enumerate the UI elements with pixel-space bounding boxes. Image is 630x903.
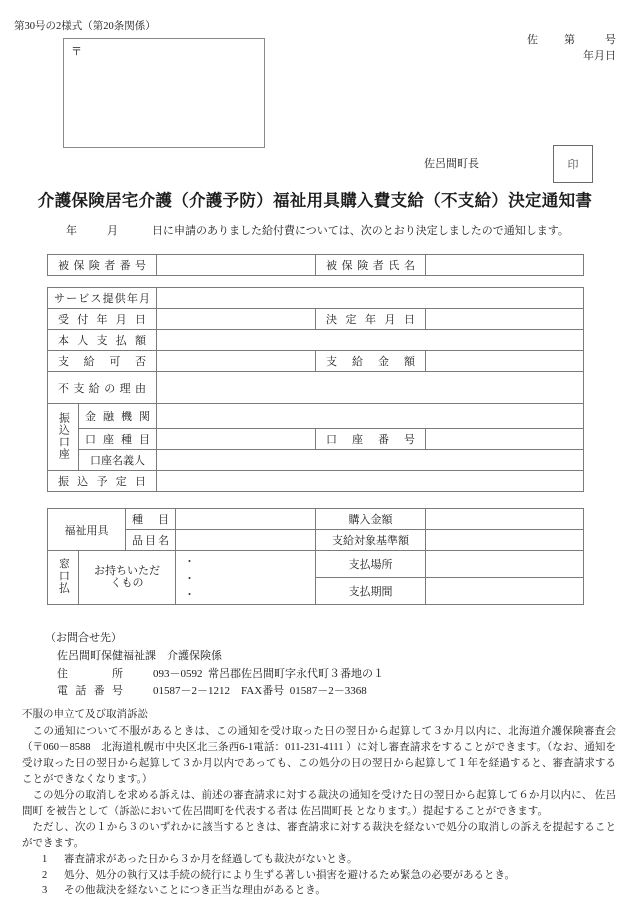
bring-items-label [79,551,176,605]
welfare-equipment-group-label: 福祉用具 [48,509,126,551]
page-title: 介護保険居宅介護（介護予防）福祉用具購入費支給（不支給）決定通知書 [37,191,593,210]
welfare-equipment-table [47,508,584,605]
intro-text: 日に申請のありました給付費については、次のとおり決定しましたので通知します。 [152,225,569,237]
contact-block [45,630,384,701]
contact-phone-row [45,683,384,701]
bring-items-line-2: くもの [110,577,144,590]
list-item: 3 その他裁決を経ないことにつき正当な理由があるとき。 [42,885,326,897]
payment-period-field[interactable] [426,577,584,604]
transfer-account-group-label: 振込口座 [48,404,79,471]
payment-approval-field[interactable] [157,351,316,372]
account-holder-field[interactable] [157,450,584,471]
payment-place-field[interactable] [426,551,584,578]
seal-box [553,145,593,183]
document-date-line [527,49,616,65]
contact-address-row [45,666,384,684]
table-row [48,404,584,429]
decision-date-field[interactable] [426,309,584,330]
financial-institution-label: 金融機関 [79,404,157,429]
form-number: 第30号の2様式（第20条関係） [14,21,156,32]
account-type-field[interactable] [157,429,316,450]
benefit-detail-table [47,287,584,492]
legal-paragraph-3: ただし、次の１から３のいずれかに該当するときは、審査請求に対する裁決を経ないで処分の取消しの訴えを提起することができます。 [22,821,616,849]
table-row [48,330,584,351]
legal-paragraph-1: この通知について不服があるときは、この通知を受け取った日の翌日から起算して３か月以内に、北海道介護保険審査会（〒060－8588 北海道札幌市中央区北三条西6-1電話：011-231-4111 ）に対し審査請求をすることができます。（なお、通知を受け取った日の翌日から起算して３か月以内であっても、この処分の日の翌日から起算して１年を経過すると、審査請求することができなくなります。） [22,725,616,785]
account-holder-label: 口座名義人 [79,450,157,471]
table-row [48,372,584,404]
non-payment-reason-label: 不支給の理由 [48,372,157,404]
legal-heading: 不服の申立て及び取消訴訟 [22,709,148,720]
table-row [48,509,584,530]
fax-label: FAX番号 [241,685,285,698]
phone-value: 01587－2－1212 [153,685,230,698]
legal-exception-list [22,852,616,900]
doc-no-word: 第 [564,34,575,46]
item-name-label: 品目名 [126,530,176,551]
account-number-field[interactable] [426,429,584,450]
service-month-field[interactable] [157,288,584,309]
table-row [48,288,584,309]
document-number-line [527,33,616,49]
financial-institution-field[interactable] [157,404,584,429]
standard-amount-label: 支給対象基準額 [316,530,426,551]
payment-approval-label: 支給可否 [48,351,157,372]
payment-amount-field[interactable] [426,351,584,372]
document-number-block [527,33,616,65]
standard-amount-field[interactable] [426,530,584,551]
insured-number-label: 被保険者番号 [48,255,157,276]
legal-paragraph-2: この処分の取消しを求める訴えは、前述の審査請求に対する裁決の通知を受けた日の翌日から起算して６か月以内に、 佐呂間町 を被告として（訴訟において佐呂間町を代表する者は 佐呂間町長 となります。）提起することができます。 [22,789,616,817]
insured-name-field[interactable] [426,255,584,276]
fax-value: 01587－2－3368 [289,685,367,698]
table-row [48,255,584,276]
issuer-name: 佐呂間町長 [424,158,479,170]
bring-items-line-1: お持ちいただ [94,564,160,577]
bring-items-field[interactable] [176,551,316,605]
payment-period-label: 支払期間 [316,577,426,604]
contact-heading: （お問合せ先） [45,632,122,644]
equipment-type-label: 種目 [126,509,176,530]
payment-amount-label: 支給金額 [316,351,426,372]
contact-department: 佐呂間町保健福祉課 介護保険係 [57,649,222,662]
self-payment-label: 本人支払額 [48,330,157,351]
intro-sentence [66,222,569,238]
list-item: 2 処分、処分の執行又は手続の続行により生ずる著しい損害を避けるため緊急の必要があるとき。 [42,869,516,881]
legal-notice-block [22,707,616,899]
table-row [48,530,584,551]
transfer-date-label: 振込予定日 [48,471,157,492]
item-name-field[interactable] [176,530,316,551]
date-year-label: 年 [583,49,594,62]
decision-date-label: 決定年月日 [316,309,426,330]
address-label: 住所 [57,667,123,680]
purchase-amount-field[interactable] [426,509,584,530]
list-item: 1 審査請求があった日から３か月を経過しても裁決がないとき。 [42,853,358,865]
bring-items-bullet-list: ・ ・ ・ [184,556,195,601]
intro-month-label: 月 [107,225,118,237]
phone-label: 電話番号 [57,685,123,698]
reception-date-label: 受付年月日 [48,309,157,330]
payment-place-label: 支払場所 [316,551,426,578]
table-row [48,309,584,330]
insured-name-label: 被保険者氏名 [316,255,426,276]
date-day-label: 日 [605,49,616,62]
insured-person-table [47,254,584,276]
reception-date-field[interactable] [157,309,316,330]
self-payment-field[interactable] [157,330,584,351]
table-row [48,471,584,492]
seal-label: 印 [567,159,579,171]
purchase-amount-label: 購入金額 [316,509,426,530]
table-row [48,351,584,372]
intro-year-label: 年 [66,225,77,237]
table-row [48,450,584,471]
address-value: 常呂郡佐呂間町字永代町３番地の１ [208,667,384,680]
doc-no-prefix: 佐 [527,34,538,46]
account-number-label: 口座番号 [316,429,426,450]
transfer-date-field[interactable] [157,471,584,492]
addressee-box [63,38,265,148]
non-payment-reason-field[interactable] [157,372,584,404]
insured-number-field[interactable] [157,255,316,276]
table-row [48,551,584,578]
table-row [48,429,584,450]
postal-mark-symbol: 〒 [71,46,82,58]
counter-payment-group-label: 窓口払 [48,551,79,605]
doc-no-suffix: 号 [605,34,616,46]
account-type-label: 口座種目 [79,429,157,450]
equipment-type-field[interactable] [176,509,316,530]
service-month-label: サービス提供年月 [48,288,157,309]
postal-code-value: 093－0592 [153,667,203,680]
date-month-label: 月 [594,49,605,62]
